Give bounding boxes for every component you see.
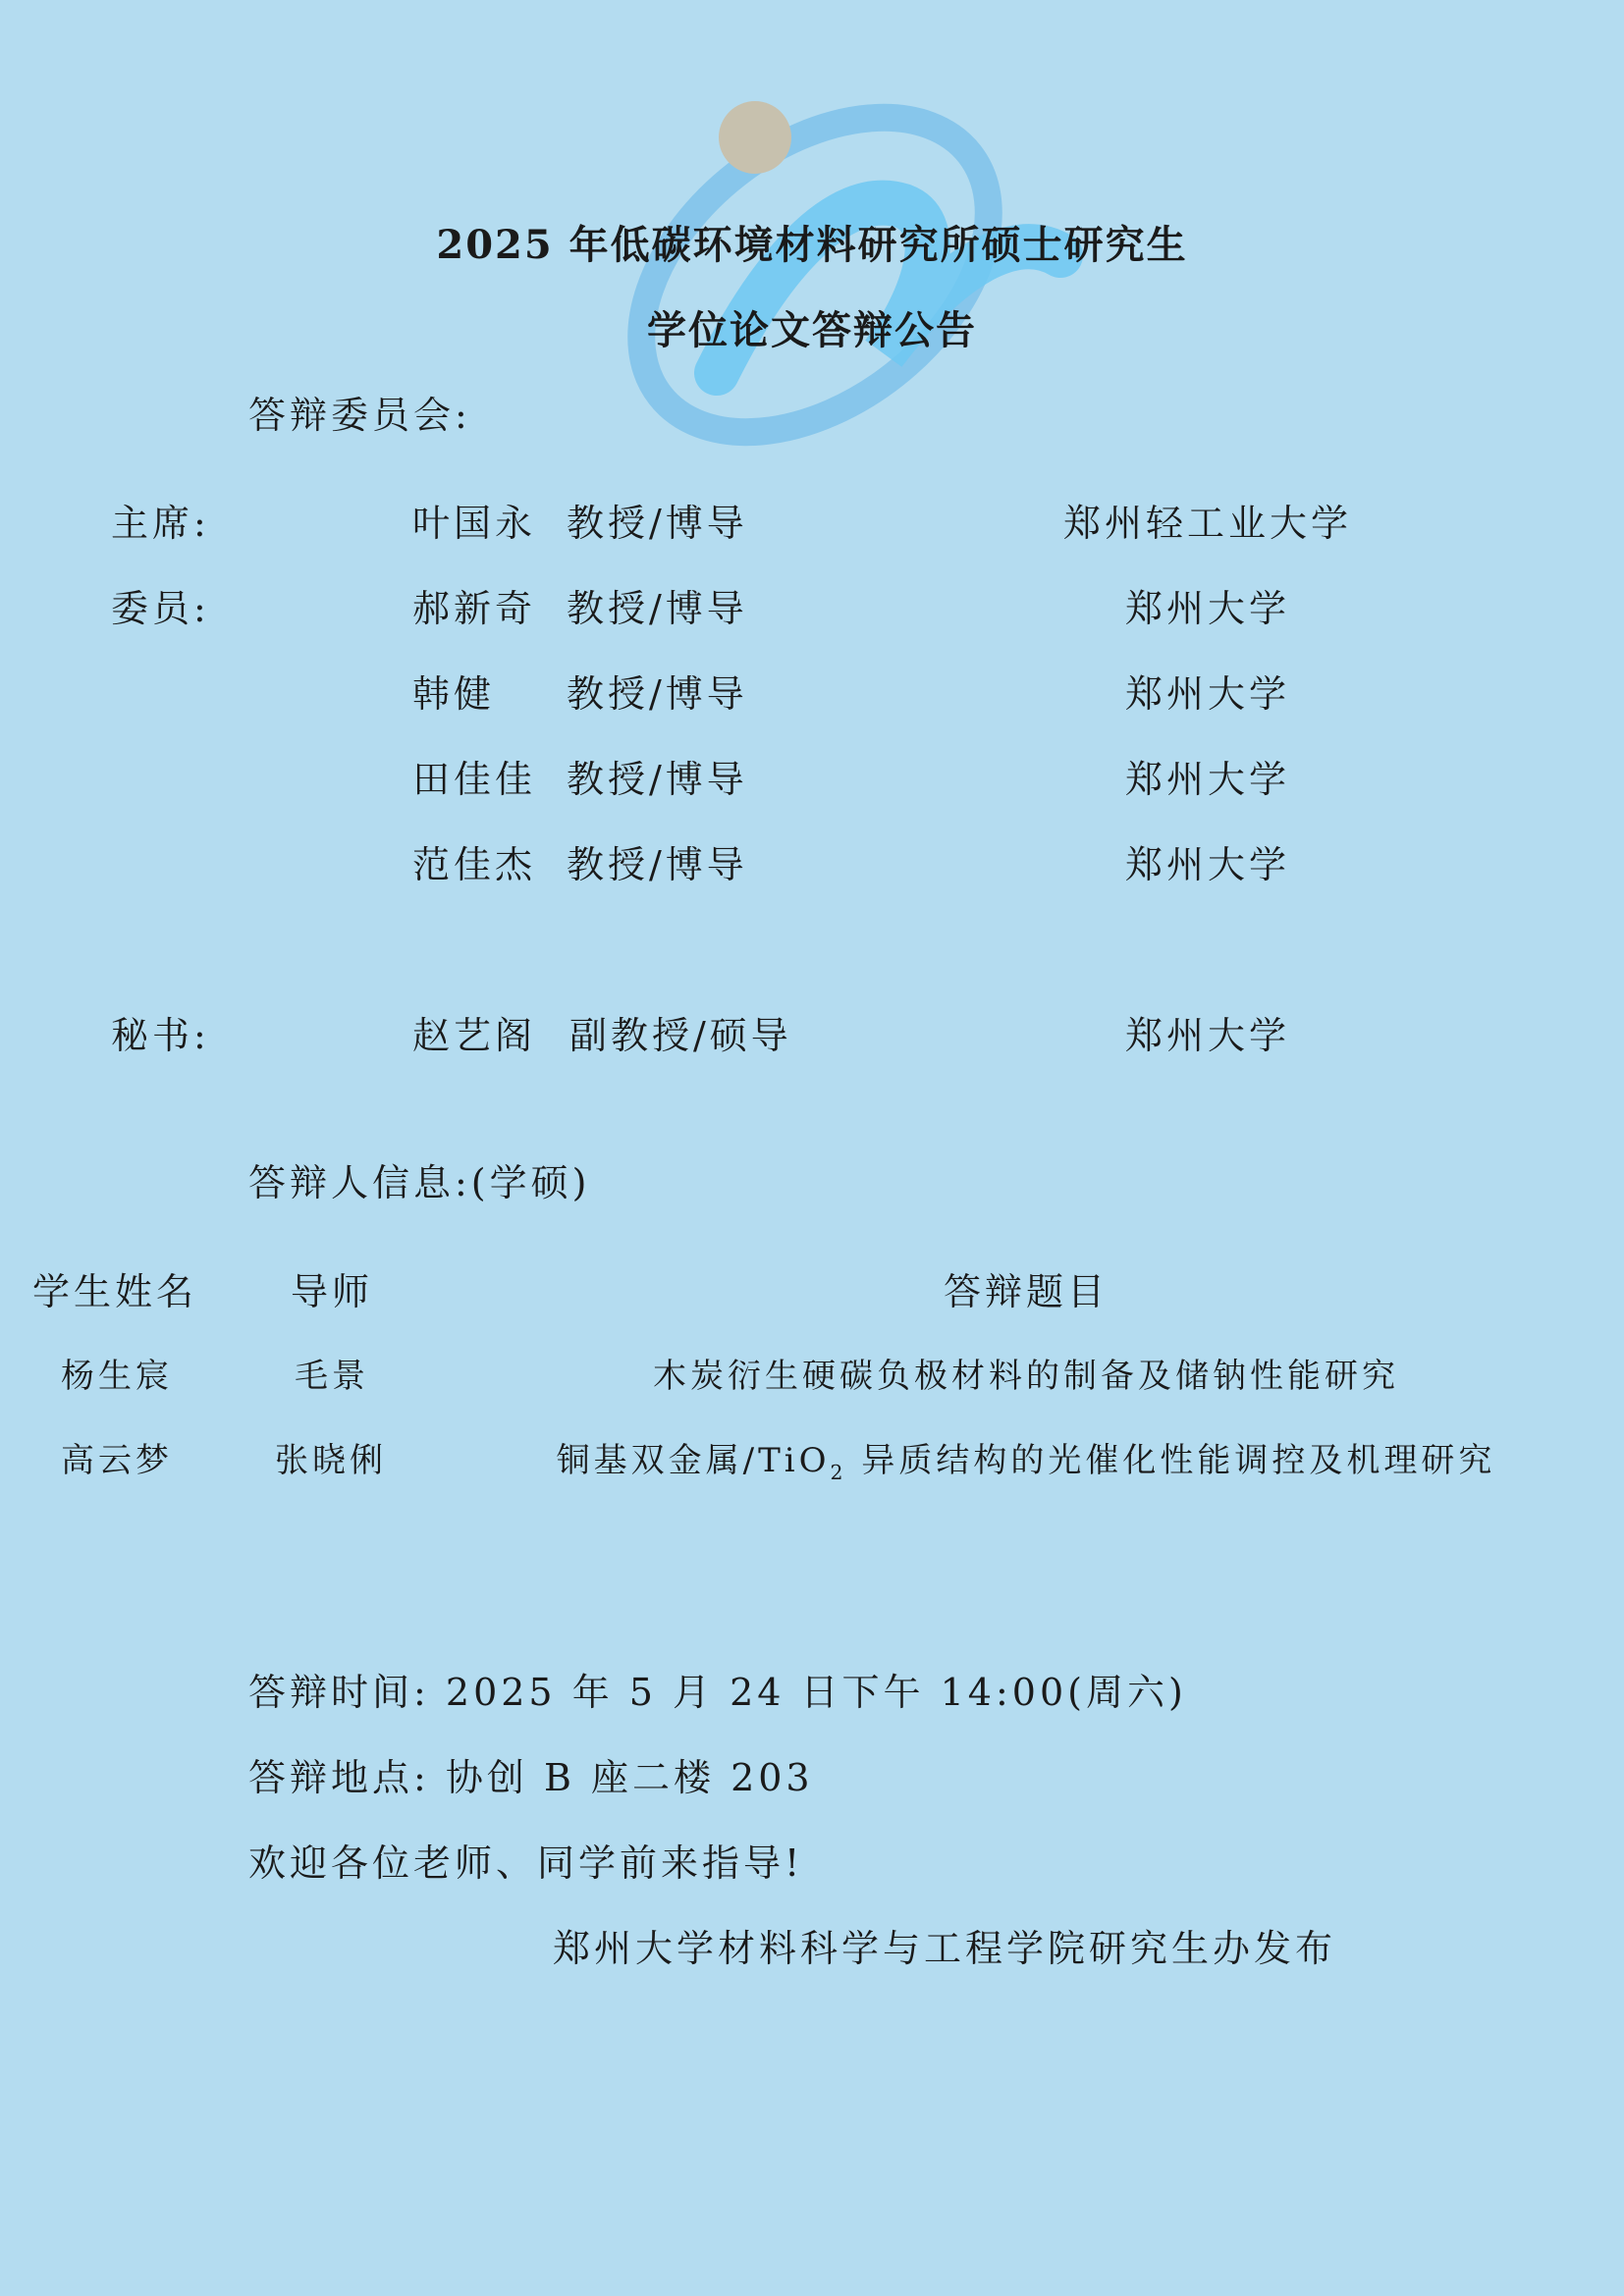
time-value: 2025 年 5 月 24 日下午 14:00(周六)	[445, 1671, 1187, 1714]
defender-student: 杨生宸	[61, 1357, 173, 1396]
title-line-2: 学位论文答辩公告	[647, 307, 977, 353]
column-header-student: 学生姓名	[32, 1270, 198, 1313]
secretary-title: 副教授/硕导	[569, 1014, 792, 1057]
place-value: 协创 B 座二楼 203	[445, 1756, 814, 1799]
defender-topic-part: 异质结构的光催化性能调控及机理研究	[861, 1441, 1496, 1480]
chair-affiliation: 郑州轻工业大学	[1062, 502, 1352, 545]
member-name: 韩健	[412, 672, 496, 716]
column-header-topic: 答辩题目	[943, 1270, 1109, 1313]
title-line-1: 2025 年低碳环境材料研究所硕士研究生	[436, 222, 1188, 268]
member-name: 田佳佳	[412, 758, 537, 801]
member-title: 教授/博导	[567, 587, 748, 630]
publisher-signature: 郑州大学材料科学与工程学院研究生办发布	[553, 1927, 1337, 1970]
member-title: 教授/博导	[567, 672, 748, 716]
secretary-role-label: 秘书:	[111, 1014, 210, 1057]
committee-heading: 答辩委员会:	[248, 394, 471, 437]
secretary-name: 赵艺阁	[412, 1014, 537, 1057]
secretary-affiliation: 郑州大学	[1124, 1014, 1290, 1057]
defender-topic	[535, 1433, 1517, 1484]
chair-role-label: 主席:	[111, 502, 210, 545]
member-affiliation: 郑州大学	[1124, 672, 1290, 716]
member-name: 郝新奇	[412, 587, 537, 630]
defender-topic-part: 铜基双金属/TiO	[556, 1441, 831, 1480]
defender-advisor: 张晓俐	[275, 1441, 387, 1480]
member-name: 范佳杰	[412, 843, 537, 886]
member-affiliation: 郑州大学	[1124, 843, 1290, 886]
time-label: 答辩时间:	[248, 1671, 430, 1714]
column-header-advisor: 导师	[291, 1270, 374, 1313]
chair-title: 教授/博导	[567, 502, 748, 545]
defender-advisor: 毛景	[295, 1357, 369, 1396]
defender-heading: 答辩人信息:(学硕)	[248, 1161, 591, 1204]
defender-topic-subscript: 2	[830, 1460, 847, 1484]
member-affiliation: 郑州大学	[1124, 587, 1290, 630]
defender-topic: 木炭衍生硬碳负极材料的制备及储钠性能研究	[653, 1357, 1399, 1396]
place-label: 答辩地点:	[248, 1756, 430, 1799]
member-title: 教授/博导	[567, 843, 748, 886]
member-role-label: 委员:	[111, 587, 210, 630]
member-title: 教授/博导	[567, 758, 748, 801]
welcome-text: 欢迎各位老师、同学前来指导!	[248, 1842, 804, 1885]
chair-name: 叶国永	[412, 502, 537, 545]
member-affiliation: 郑州大学	[1124, 758, 1290, 801]
defender-student: 高云梦	[61, 1441, 173, 1480]
